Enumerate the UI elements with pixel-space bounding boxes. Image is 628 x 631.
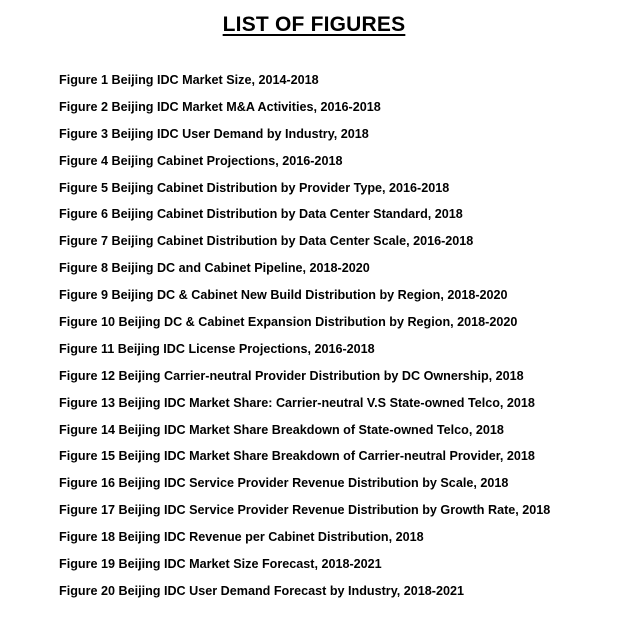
- figure-entry-11: Figure 11 Beijing IDC License Projections, 2016-2018: [59, 341, 375, 356]
- figure-entry-17: Figure 17 Beijing IDC Service Provider Revenue Distribution by Growth Rate, 2018: [59, 503, 551, 518]
- figure-entry-3: Figure 3 Beijing IDC User Demand by Industry, 2018: [59, 126, 369, 141]
- figure-entry-14: Figure 14 Beijing IDC Market Share Breakdown of State-owned Telco, 2018: [59, 422, 504, 437]
- figure-entry-9: Figure 9 Beijing DC & Cabinet New Build Distribution by Region, 2018-2020: [59, 288, 508, 303]
- figure-list: [59, 69, 550, 607]
- figure-entry-10: Figure 10 Beijing DC & Cabinet Expansion Distribution by Region, 2018-2020: [59, 315, 518, 330]
- figure-entry-4: Figure 4 Beijing Cabinet Projections, 2016-2018: [59, 153, 343, 168]
- figure-entry-6: Figure 6 Beijing Cabinet Distribution by Data Center Standard, 2018: [59, 207, 463, 222]
- figure-entry-5: Figure 5 Beijing Cabinet Distribution by Provider Type, 2016-2018: [59, 180, 450, 195]
- figure-entry-8: Figure 8 Beijing DC and Cabinet Pipeline, 2018-2020: [59, 261, 370, 276]
- figure-entry-18: Figure 18 Beijing IDC Revenue per Cabinet Distribution, 2018: [59, 530, 424, 545]
- figure-entry-15: Figure 15 Beijing IDC Market Share Breakdown of Carrier-neutral Provider, 2018: [59, 449, 535, 464]
- figure-entry-20: Figure 20 Beijing IDC User Demand Forecast by Industry, 2018-2021: [59, 583, 465, 598]
- figure-entry-1: Figure 1 Beijing IDC Market Size, 2014-2018: [59, 73, 319, 87]
- figure-entry-7: Figure 7 Beijing Cabinet Distribution by Data Center Scale, 2016-2018: [59, 234, 474, 249]
- figure-entry-13: Figure 13 Beijing IDC Market Share: Carrier-neutral V.S State-owned Telco, 2018: [59, 395, 535, 410]
- figure-entry-16: Figure 16 Beijing IDC Service Provider Revenue Distribution by Scale, 2018: [59, 476, 509, 491]
- figure-entry-2: Figure 2 Beijing IDC Market M&A Activities, 2016-2018: [59, 99, 381, 114]
- figure-entry-19: Figure 19 Beijing IDC Market Size Forecast, 2018-2021: [59, 557, 382, 572]
- page-title: LIST OF FIGURES: [222, 13, 406, 36]
- figure-entry-12: Figure 12 Beijing Carrier-neutral Provider Distribution by DC Ownership, 2018: [59, 368, 524, 383]
